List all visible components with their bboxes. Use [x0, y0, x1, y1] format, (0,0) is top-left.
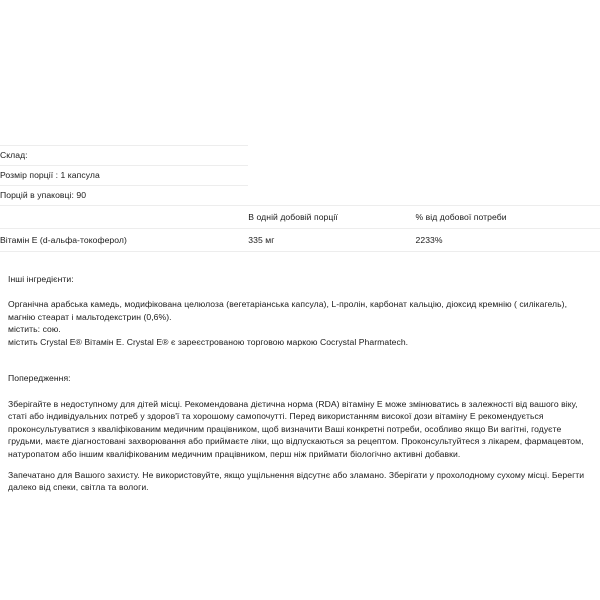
composition-title-spacer-amount: [248, 146, 415, 166]
table-row: [0, 229, 600, 252]
serving-size-spacer-dv: [416, 166, 600, 186]
table-bottom-rule-amount: [248, 252, 415, 253]
nutrient-daily-value: 2233%: [416, 229, 600, 252]
serving-size-spacer-amount: [248, 166, 415, 186]
composition-title-label: Склад:: [0, 146, 248, 166]
other-ingredients-line-3: містить Crystal E® Вітамін E. Crystal E® є зареєстрованою торговою маркою Cocrystal Pharmatech.: [8, 336, 409, 347]
other-ingredients-body: [0, 298, 600, 348]
warning-body: [0, 398, 600, 494]
warning-line-1: Зберігайте в недоступному для дітей місці. Рекомендована дієтична норма (RDA) вітаміну Е може змінюватись в залежності від вашого віку, статі або індивідуальних потреб у здоров'ї та хорошому самопочутті. Перед використанням високої дози вітаміну Е рекомендується проконсультуватися з кваліфікованим медичним працівником, щоб визначити Ваші конкретні потреби, особливо якщо Ви вагітні, годуєте грудьми, маєте діагностовані захворювання або приймаєте ліки, що відпускаються за рецептом. Проконсультуйтеся з лікарем, фармацевтом, натуропатом або іншим кваліфікованим медичним працівником, перш ніж приймати біологічно активні добавки.: [8, 398, 584, 459]
table-row-servings-per-container: [0, 186, 600, 206]
nutrient-name: Вітамін Е (d-альфа-токоферол): [0, 229, 248, 252]
other-ingredients-line-1: Органічна арабська камедь, модифікована целюлоза (вегетаріанська капсула), L-пролін, карбонат кальцію, діоксид кремнію ( силікагель), магнію стеарат і мальтодекстрин (0,6%).: [8, 299, 568, 322]
warning-heading: Попередження:: [8, 373, 71, 384]
table-bottom-rule-name: [0, 252, 248, 253]
table-row-composition-title: [0, 146, 600, 166]
other-ingredients-heading: Інші інгредієнти:: [8, 274, 74, 284]
table-bottom-rule: [0, 252, 600, 253]
column-header-amount-per-serving: В одній добовій порції: [248, 206, 415, 229]
top-spacer: [0, 0, 600, 145]
servings-per-container-spacer-dv: [416, 186, 600, 206]
table-header-row: [0, 206, 600, 229]
table-row-serving-size: [0, 166, 600, 186]
warning-line-2: Запечатано для Вашого захисту. Не використовуйте, якщо ущільнення відсутнє або зламано. Зберігати у прохолодному сухому місці. Берегти далеко від спеки, світла та вологи.: [8, 469, 585, 493]
servings-per-container-spacer-amount: [248, 186, 415, 206]
table-bottom-rule-dv: [416, 252, 600, 253]
column-header-percent-daily-value: % від добової потреби: [416, 206, 600, 229]
supplement-facts-table: [0, 145, 600, 252]
nutrient-amount: 335 мг: [248, 229, 415, 252]
composition-title-spacer-dv: [416, 146, 600, 166]
servings-per-container-label: Порцій в упаковці: 90: [0, 186, 248, 206]
column-header-name: [0, 206, 248, 229]
other-ingredients-line-2: містить: сою.: [8, 324, 61, 335]
serving-size-label: Розмір порції : 1 капсула: [0, 166, 248, 186]
